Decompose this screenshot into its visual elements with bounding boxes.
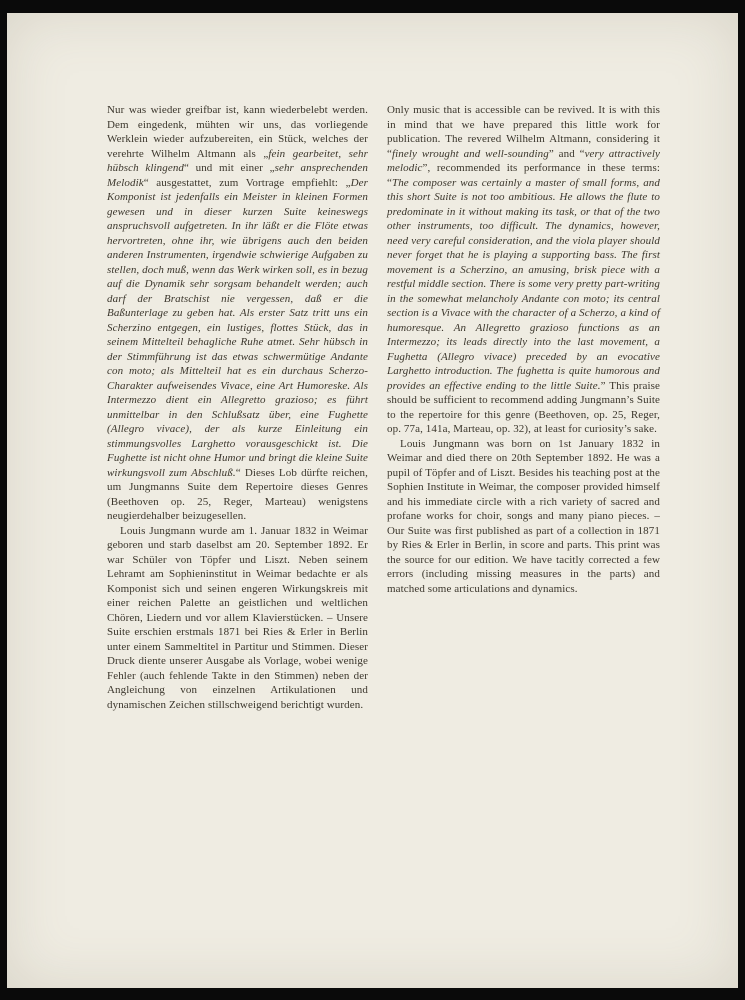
english-p1-seg-1-quote-italic: finely wrought and well-sounding [391, 147, 549, 160]
english-p1-seg-0: Only music that is accessible can be revived. It is with this in mind that we have prepared this little work for publication. The revered Wilhelm Altmann, considering it “ [387, 104, 660, 160]
german-p1-seg-0: Nur was wieder greifbar ist, kann wiederbelebt werden. Dem eingedenk, mühten wir uns, das vorliegende Werklein wieder aufzubereiten, ein Stück, welches der verehrte Wilhelm Altmann als „ [107, 104, 368, 160]
german-p1-seg-4: “ ausgestattet, zum Vortrage empfiehlt: „ [143, 176, 351, 189]
english-text-column [387, 103, 660, 712]
english-p1-seg-4: ”, recommended its performance in these terms: “ [387, 162, 660, 189]
scanned-page [7, 13, 738, 988]
german-p1-seg-5-altmann-quote-italic: Der Komponist ist jedenfalls ein Meister in kleinen Formen gewesen und in dieser kurzen Suite keineswegs anspruchsvoll aufgetreten. In ihr läßt er die Flöte etwas hervortreten, ohne ihr, wie übrigens auch den beiden anderen Instrumenten, irgendwie schwierige Aufgaben zu stellen, doch muß, wenn das Werk wirken soll, es in bezug auf die Dynamik sehr sorgsam behandelt werden; auch darf der Bratschist nie vergessen, daß er die Baßunterlage zu geben hat. Als erster Satz tritt uns ein Scherzino entgegen, ein lustiges, flottes Stück, das in seinem Mittelteil behagliche Ruhe atmet. Sehr hübsch in der Stimmführung ist das etwas schwermütige Andante con moto; als Mittelteil hat es ein durchaus Scherzo-Charakter aufweisendes Vivace, eine Art Humoreske. Als Intermezzo dient ein Allegretto grazioso; es führt unmittelbar in den Schlußsatz über, eine Fughette (Allegro vivace), der als kurze Einleitung ein stimmungsvolles Larghetto vorausgeschickt ist. Die Fughette ist nicht ohne Humor und bringt die kleine Suite wirkungsvoll zum Abschluß. [107, 176, 368, 479]
german-paragraph-2: Louis Jungmann wurde am 1. Januar 1832 in Weimar geboren und starb daselbst am 20. September 1892. Er war Schüler von Töpfer und Liszt. Neben seinem Lehramt am Sophieninstitut in Weimar bedachte er als Komponist sich und seinen engeren Wirkungskreis mit einer reichen Palette an geistlichen und weltlichen Chören, Liedern und vor allem Klavierstücken. – Unsere Suite erschien erstmals 1871 bei Ries & Erler in Berlin unter einem Sammeltitel in Partitur und Stimmen. Dieser Druck diente unserer Ausgabe als Vorlage, wobei wenige Fehler (auch fehlende Takte in den Stimmen) neben der Angleichung von einzelnen Artikulationen und dynamischen Zeichen stillschweigend berichtigt wurden. [107, 524, 368, 711]
german-p1-seg-3-quote-italic: sehr ansprechenden Melodik [107, 162, 368, 189]
english-p1-seg-2: ” and “ [548, 147, 585, 160]
english-p1-seg-5-altmann-quote-italic: The composer was certainly a master of small forms, and this short Suite is not too ambitious. He allows the flute to predominate in it without making its task, or that of the two other instruments, too difficult. The dynamics, however, need very careful consideration, and the viola player should never forget that he is playing a supporting bass. The first movement is a Scherzino, an amusing, brisk piece with a restful middle section. There is some very pretty part-writing in the somewhat melancholy Andante con moto; its central section is a Vivace with the character of a Scherzo, a kind of humoresque. An Allegretto grazioso functions as an Intermezzo; its leads directly into the last movement, a Fughetta (Allegro vivace) preceded by an evocative Larghetto introduction. The fughetta is quite humorous and provides an effective ending to the little Suite. [387, 176, 660, 392]
english-p1-seg-3-quote-italic: very attractively melodic [387, 147, 660, 174]
german-text-column [107, 103, 368, 712]
german-paragraph-1 [107, 103, 368, 524]
english-p1-seg-6: ” This praise should be sufficient to recommend adding Jungmann’s Suite to the repertoire for this genre (Beethoven, op. 25, Reger, op. 77a, 141a, Marteau, op. 32), at least for curiosity’s sake. [387, 379, 660, 435]
german-p1-seg-6: “ Dieses Lob dürfte reichen, um Jungmanns Suite dem Repertoire dieses Genres (Beethoven op. 25, Reger, Marteau) wenigstens neugierdehalber beizugesellen. [107, 466, 368, 522]
two-column-text-block [107, 103, 660, 712]
german-p1-seg-1-quote-italic: fein gearbeitet, sehr hübsch klingend [107, 147, 368, 174]
german-p1-seg-2: “ und mit einer „ [184, 162, 275, 174]
english-paragraph-1 [387, 103, 660, 437]
english-paragraph-2: Louis Jungmann was born on 1st January 1832 in Weimar and died there on 20th September 1892. He was a pupil of Töpfer and of Liszt. Besides his teaching post at the Sophien Institute in Weimar, the composer provided himself and his immediate circle with a rich variety of sacred and profane works for choir, songs and many piano pieces. – Our Suite was first published as part of a collection in 1871 by Ries & Erler in Berlin, in score and parts. This print was the source for our edition. We have tacitly corrected a few errors (including missing measures in the parts) and matched some articulations and dynamics. [387, 437, 660, 595]
